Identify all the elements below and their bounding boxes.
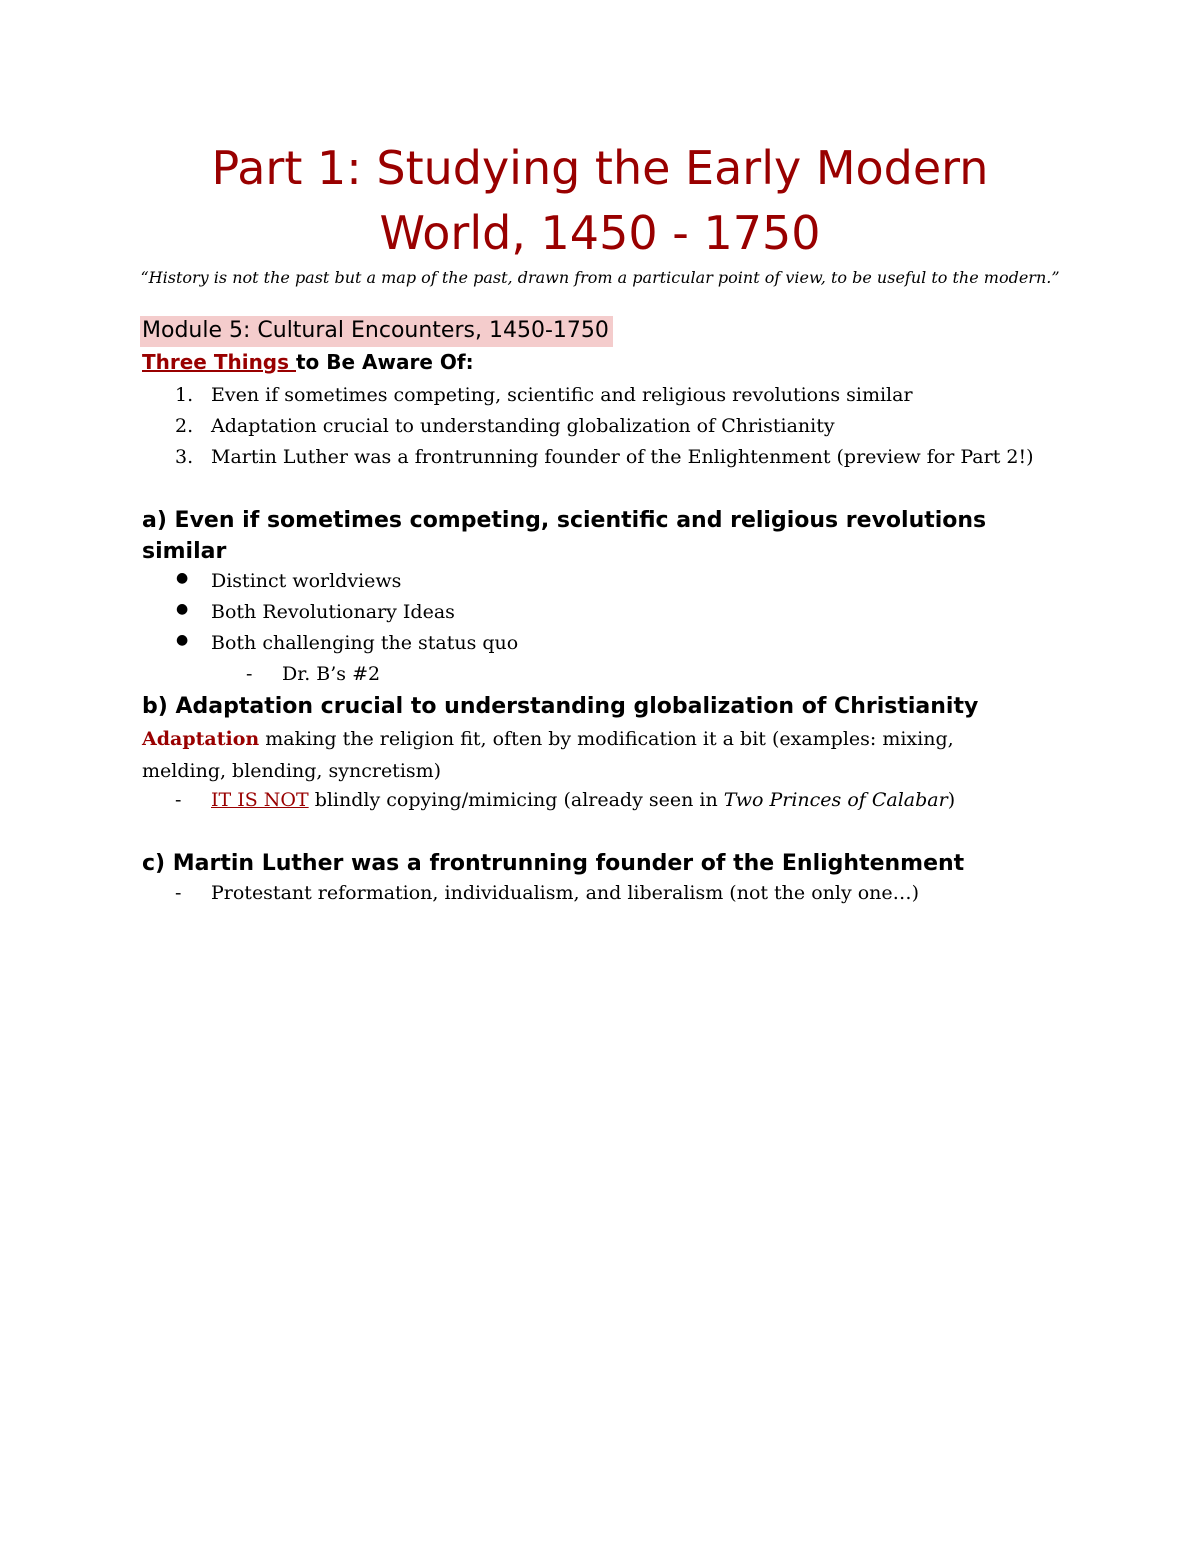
it-is-not-emphasis: IT IS NOT xyxy=(211,789,309,811)
list-item-text: Martin Luther was a frontrunning founder of the Enlightenment (preview for Part 2!) xyxy=(211,446,1034,468)
dash-icon: - xyxy=(175,882,182,904)
bullet-icon: ● xyxy=(176,570,189,586)
section-c-heading: c) Martin Luther was a frontrunning founder of the Enlightenment xyxy=(142,851,965,876)
aware-heading-rest: to Be Aware Of: xyxy=(296,350,474,374)
aware-heading-highlight: Three Things xyxy=(142,350,296,374)
list-item-number: 3. xyxy=(175,446,194,468)
list-item-number: 2. xyxy=(175,415,194,437)
list-item-text-end: ) xyxy=(947,789,956,811)
aware-heading xyxy=(142,350,474,374)
list-item-text-part: blindly copying/mimicing (already seen in xyxy=(308,789,724,811)
adaptation-definition xyxy=(142,723,1042,787)
list-item-text: Both Revolutionary Ideas xyxy=(211,601,455,623)
list-item-text: Adaptation crucial to understanding globalization of Christianity xyxy=(211,415,835,437)
page-title-line-1: Part 1: Studying the Early Modern xyxy=(211,141,989,195)
list-item-number: 1. xyxy=(175,384,194,406)
dash-icon: - xyxy=(175,789,182,811)
section-b-heading: b) Adaptation crucial to understanding globalization of Christianity xyxy=(142,694,979,719)
list-item-text xyxy=(211,789,955,811)
list-item-text: Both challenging the status quo xyxy=(211,632,519,654)
page-title-line-2: World, 1450 - 1750 xyxy=(379,206,821,260)
bullet-icon: ● xyxy=(176,601,189,617)
list-item-text: Distinct worldviews xyxy=(211,570,402,592)
sub-list-item-text: Dr. B’s #2 xyxy=(282,663,381,685)
list-item-text: Protestant reformation, individualism, and liberalism (not the only one…) xyxy=(211,882,920,904)
book-title: Two Princes of Calabar xyxy=(723,789,948,811)
dash-icon: - xyxy=(246,663,253,685)
module-heading: Module 5: Cultural Encounters, 1450-1750 xyxy=(140,316,613,347)
bullet-icon: ● xyxy=(176,632,189,648)
epigraph-quote: “History is not the past but a map of the past, drawn from a particular point of view, to be useful to the modern.” xyxy=(140,268,1060,287)
section-a-heading: a) Even if sometimes competing, scientific and religious revolutions similar xyxy=(142,508,987,564)
list-item-text: Even if sometimes competing, scientific and religious revolutions similar xyxy=(211,384,913,406)
adaptation-term: Adaptation xyxy=(142,728,260,750)
adaptation-definition-text: making the religion fit, often by modification it a bit (examples: mixing, melding, blending, syncretism) xyxy=(142,728,954,782)
